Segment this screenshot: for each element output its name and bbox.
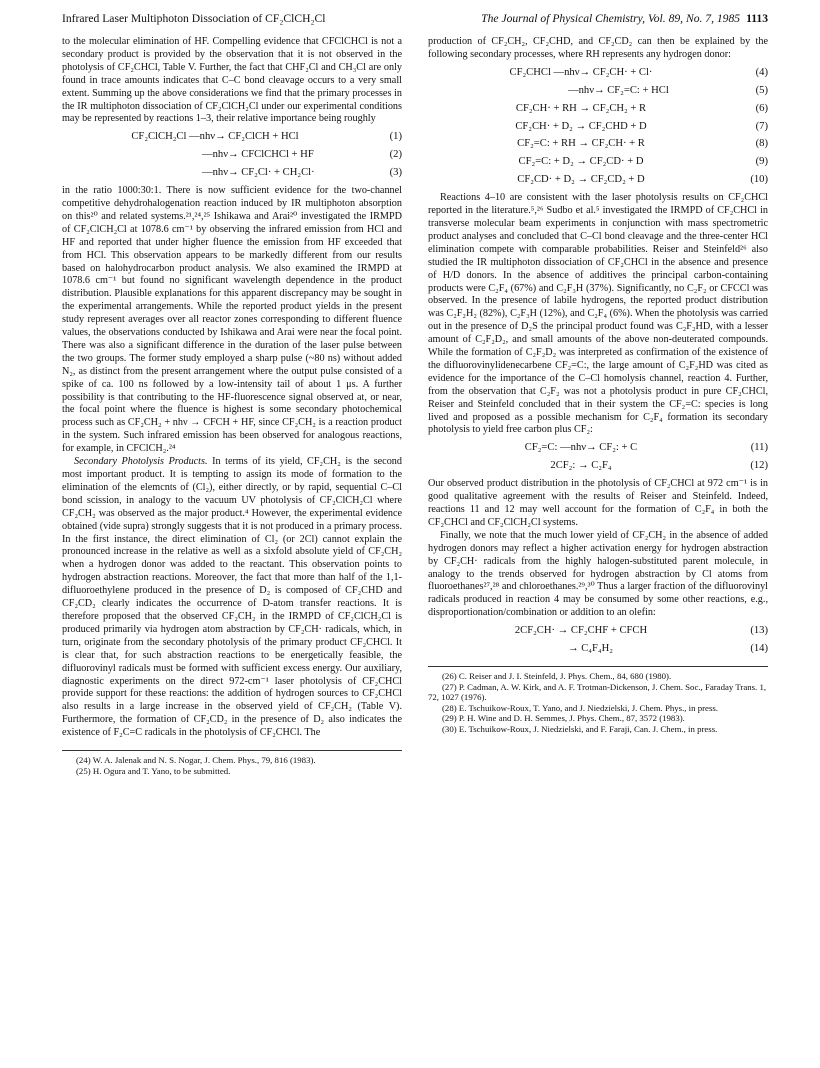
reaction-equation: 2CF₂: → C₂F₄ — [550, 460, 612, 472]
reaction-14 — [428, 643, 768, 656]
reaction-8 — [428, 138, 768, 151]
reaction-equation: —nhν→ CF₂=C: + HCl — [568, 84, 669, 96]
footnotes — [62, 755, 402, 776]
reaction-10 — [428, 174, 768, 187]
paragraph: production of CF₂CH₂, CF₂CHD, and CF₂CD₂ can then be explained by the following secondary processes, where RH represents any hydrogen donor: — [428, 36, 768, 60]
reaction-number: (10) — [750, 174, 768, 186]
reaction-equation: CF₂CH· + D₂ → CF₂CHD + D — [515, 120, 647, 132]
reaction-2 — [62, 149, 402, 162]
paragraph: Our observed product distribution in the photolysis of CF₂CHCl at 972 cm⁻¹ is in good qualitative agreement with the results of Reiser and Steinfeld. Indeed, reactions 11 and 12 may well account for the formation of C₂F₄ in both the CF₂CHCl and CF₂ClCH₂Cl systems. — [428, 478, 768, 528]
reaction-equation: CF₂=C: + RH → CF₂CH· + R — [517, 138, 645, 150]
reaction-11 — [428, 442, 768, 455]
journal-name: The Journal of Physical Chemistry, Vol. 89, No. 7, 1985 — [481, 12, 741, 25]
reaction-number: (4) — [755, 66, 768, 78]
paragraph-text: In terms of its yield, CF₂CH₂ is the second most important product. It is tempting to assign its mode of formation to the elimination of the elemcnts of (Cl₂), either directly, or by rapid, sequential C–Cl bond scission, in analogy to the vacuum UV photolysis of CF₂ClCH₂Cl where CF₂CH₂ was observed as the major product.⁴ However, the experimental evidence obtained (vide supra) strongly suggests that it is not produced in a primary process. In the first instance, the direct elimination of Cl₂ (or 2Cl) cannot explain the pronounced increase in the relative as well as a sixfold absolute yield of CF₂CH₂ when a hydrogen donor was added to the reactant. This observation points to hydrogen abstraction reactions. Moreover, the fact that more than half of the 1,1-difluoroethylene produced in the presence of D₂ is composed of CF₂CHD and CF₂CD₂ clearly indicates the occurrence of D-atom transfer reactions. It is therefore proposed that the observed CF₂CH₂ in the IRMPD of CF₂ClCH₂Cl is produced primarily via hydrogen atom abstraction by CF₂CH· radicals, which, in turn, originate from the secondary photolysis of the primary product CF₂CHCl. It is clear that, for such abstraction reactions to be energetically feasible, the difluorovinyl radicals must be formed with sufficient excess energy. Our auxiliary, diagnostic experiments on the direct 972-cm⁻¹ laser photolysis of CF₂CHCl provide support for these reactions: the addition of hydrogen sources to CF₂CHCl also results in a large increase in the observed yield of CF₂CH₂ (Table V). Furthermore, the formation of CF₂CD₂ in the presence of D₂ also indicates the existence of F₂C=C radicals in the photolysis of CF₂CHCl. The — [62, 456, 402, 739]
footnote: (29) P. H. Wine and D. H. Semmes, J. Phys. Chem., 87, 3572 (1983). — [442, 713, 685, 724]
reaction-equation: CF₂CD· + D₂ → CF₂CD₂ + D — [517, 174, 645, 186]
paragraph: Reactions 4–10 are consistent with the laser photolysis results on CF₂CHCl reported in the literature.⁵,²⁶ Sudbo et al.⁵ investigated the IRMPD of CF₂CHCl in transverse molecular beam experiments in conjunction with mass spectrometric product analyses and concluded that C–Cl bond cleavage and the three-center HCl elimination compete with comparable probabilities. Reiser and Steinfeld²⁶ also studied the IR multiphoton dissociation of CF₂CHCl in the absence and presence of H/D donors. In the absence of additives the principal carbon-containing products were C₂F₄ (67%) and C₂F₃H (37%). Significantly, no C₂F₂ or CFCCl was observed. In the presence of labile hydrogens, the reported product distribution was C₂F₂H₂ (82%), C₂F₃H (12%), and C₂F₄ (6%). When the photolysis was carried out in the presence of D₂S the principal product found was C₂F₂HD, with a lesser amount of C₂F₂D₂, and small amounts of the above non-deuterated compounds. While the formation of C₂F₂D₂ was interpreted as confirmation of the existence of the difluorovinylidenecarbene CF₂=C:, the large amount of C₂F₂HD was cited as evidence for the importance of the C–Cl homolysis channel, reaction 4. Further, from the observation that C₂F₂ was not a photolysis product in pure CF₂CHCl, Reiser and Steinfeld concluded that in their system the CF₂=C: species is long lived and proposed as a possible mechanism for C₂F₄ formation its secondary photolysis to yield free carbon plus CF₂: — [428, 192, 768, 436]
reaction-equation: CF₂CH· + RH → CF₂CH₂ + R — [515, 102, 647, 114]
footnote: (27) P. Cadman, A. W. Kirk, and A. F. Trotman-Dickenson, J. Chem. Soc., Faraday Trans. 1, 72, 1027 (1976). — [428, 681, 767, 703]
page-number: 1113 — [746, 12, 768, 25]
reaction-equation: CF₂CHCl —nhν→ CF₂CH· + Cl· — [509, 66, 653, 78]
footnote: (28) E. Tschuikow-Roux, T. Yano, and J. Niedzielski, J. Chem. Phys., in press. — [442, 702, 718, 713]
reaction-3 — [62, 167, 402, 180]
reaction-equation: —nhν→ CF₂Cl· + CH₂Cl· — [202, 167, 315, 179]
footnotes — [428, 671, 768, 735]
reaction-4 — [428, 67, 768, 80]
reaction-equation: CF₂ClCH₂Cl —nhν→ CF₂ClCH + HCl — [131, 131, 299, 143]
footnote: (26) C. Reiser and J. I. Steinfeld, J. Phys. Chem., 84, 680 (1980). — [442, 670, 672, 681]
reaction-equation: → C₄F₄H₂ — [568, 643, 613, 655]
reaction-equation: CF₂=C: —nhν→ CF₂: + C — [524, 442, 638, 454]
left-column — [62, 36, 402, 776]
reaction-7 — [428, 121, 768, 134]
right-column — [428, 36, 768, 735]
reaction-number: (9) — [755, 156, 768, 168]
reaction-equation: CF₂=C: + D₂ → CF₂CD· + D — [518, 156, 644, 168]
reaction-number: (13) — [750, 625, 768, 637]
reaction-number: (11) — [750, 442, 768, 454]
reaction-number: (6) — [755, 102, 768, 114]
section-label: Secondary Photolysis Products. — [74, 456, 208, 468]
reaction-number: (8) — [755, 138, 768, 150]
reaction-equation: 2CF₂CH· → CF₂CHF + CFCH — [514, 625, 648, 637]
footnote-divider — [62, 750, 402, 751]
paragraph — [62, 456, 402, 740]
reaction-number: (7) — [755, 120, 768, 132]
reaction-number: (1) — [389, 131, 402, 143]
reaction-5 — [428, 85, 768, 98]
reaction-number: (14) — [750, 643, 768, 655]
reaction-13 — [428, 625, 768, 638]
reaction-number: (5) — [755, 84, 768, 96]
running-title: Infrared Laser Multiphoton Dissociation of CF₂ClCH₂Cl — [62, 12, 326, 25]
reaction-1 — [62, 131, 402, 144]
reaction-6 — [428, 103, 768, 116]
footnote: (30) E. Tschuikow-Roux, J. Niedzielski, and F. Faraji, Can. J. Chem., in press. — [442, 723, 718, 734]
footnote: (25) H. Ogura and T. Yano, to be submitted. — [76, 765, 231, 776]
reaction-12 — [428, 460, 768, 473]
reaction-number: (2) — [389, 149, 402, 161]
reaction-equation: —nhν→ CFClCHCl + HF — [202, 149, 314, 161]
reaction-number: (3) — [389, 167, 402, 179]
journal-citation — [481, 12, 768, 25]
reaction-number: (12) — [750, 460, 768, 472]
paragraph: in the ratio 1000:30:1. There is now sufficient evidence for the two-channel competitive dehydrohalogenation reaction induced by IR multiphoton absorption on this²⁰ and related systems.²¹,²⁴,²⁵ Ishikawa and Arai²⁰ investigated the IRMPD of CF₂ClCH₂Cl at 1078.6 cm⁻¹ by observing the infrared emission from HCl and HF and reported that under higher fluence the emission from HF exceeded that from HCl. This observation appears to be markedly different from our results based on halohydrocarbon product analysis. We also examined the IRMPD at 1078.6 cm⁻¹ but found no significant wavelength dependence in the product distribution. Plausible explanations for this apparent discrepancy may be sought in the experimental arrangements. While the reported product yields in the present study represent averages over all reactor zones corresponding to different fluence values, the observations conducted by Ishikawa and Arai were near the focal point. There was also a significant difference in the duration of the laser pulse between the two groups. The former study employed a sharp pulse (~80 ns) without added N₂, as distinct from the present arrangement where the output pulse consisted of a spike of ca. 100 ns followed by a low-intensity tail of about 1 μs. A further possibility is that contributing to the HF-fluorescence signal observed at, or near, the focal point where the fluence is highest is some secondary photochemical process such as CF₂CH₂ + nhν → CFCH + HF, since CF₂CH₂ is a reaction product in the system. Such infrared emission has been observed for analogous reactions, for example, in CFClCH₂.²⁴ — [62, 185, 402, 455]
paragraph: Finally, we note that the much lower yield of CF₂CH₂ in the absence of added hydrogen donors may reflect a higher activation energy for hydrogen abstraction by CF₂CH· radicals from the highly halogen-substituted parent molecule, in analogy to the trends observed for hydrogen abstraction by Cl atoms from fluoroethanes²⁷,²⁸ and chloroethanes.²⁹,³⁰ Thus a larger fraction of the difluorovinyl radicals produced in reaction 4 may be consumed by some other reactions, e.g., disproportionation/combination or addition to an olefin: — [428, 529, 768, 619]
paragraph: to the molecular elimination of HF. Compelling evidence that CFClCHCl is not a secondary product is provided by the observation that it is not observed in the photolysis of CF₂CHCl, Table V. Further, the fact that CHF₂Cl and CH₃Cl are only found in trace amounts indicates that C–C bond cleavage occurs to a very small extent. Summing up the above considerations we find that the primary processes in the IR multiphoton dissociation of CF₂ClCH₂Cl under our experimental conditions may be represented by reactions 1–3, their relative importance being roughly — [62, 36, 402, 125]
footnote: (24) W. A. Jalenak and N. S. Nogar, J. Chem. Phys., 79, 816 (1983). — [76, 755, 316, 766]
running-header — [62, 12, 768, 30]
reaction-9 — [428, 156, 768, 169]
footnote-divider — [428, 666, 768, 667]
